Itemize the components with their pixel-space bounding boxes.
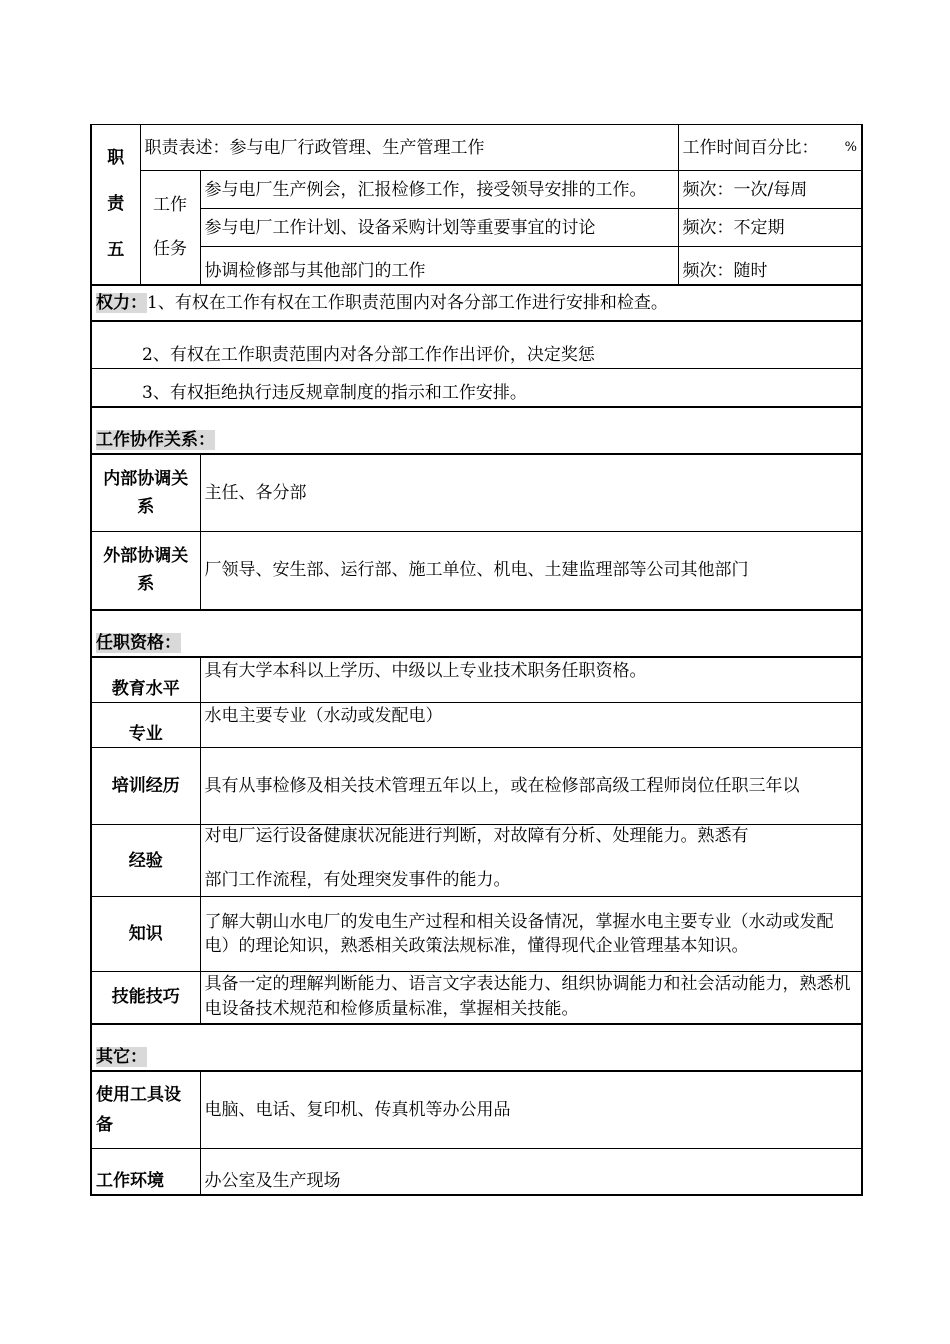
duty5-time-pct: 工作时间百分比： % [678, 125, 862, 171]
authority-item: 1、有权在工作有权在工作职责范围内对各分部工作进行安排和检查。 [147, 292, 668, 313]
relations-heading-cell [91, 407, 862, 454]
authority-heading: 权力： [96, 292, 147, 313]
external-relations-label: 外部协调关 系 [91, 532, 200, 610]
duty5-statement: 职责表述：参与电厂行政管理、生产管理工作 [140, 125, 678, 171]
major-value: 水电主要专业（水动或发配电） [200, 703, 862, 748]
tools-label: 使用工具设 备 [91, 1071, 200, 1149]
skills-value: 具备一定的理解判断能力、语言文字表达能力、组织协调能力和社会活动能力，熟悉机电设备技术规范和检修质量标准，掌握相关技能。 [200, 972, 862, 1024]
duty5-label: 职 责 五 [91, 125, 140, 285]
education-value: 具有大学本科以上学历、中级以上专业技术职务任职资格。 [200, 657, 862, 703]
authority-item: 3、有权拒绝执行违反规章制度的指示和工作安排。 [91, 369, 862, 407]
internal-relations-value: 主任、各分部 [200, 454, 862, 532]
education-label: 教育水平 [91, 657, 200, 703]
environment-label: 工作环境 [91, 1149, 200, 1195]
experience-label: 经验 [91, 825, 200, 897]
training-value: 具有从事检修及相关技术管理五年以上，或在检修部高级工程师岗位任职三年以 [200, 748, 862, 825]
qualifications-heading-cell [91, 610, 862, 657]
relations-heading: 工作协作关系： [96, 429, 215, 450]
job-description-table [90, 124, 863, 1196]
task-item: 参与电厂工作计划、设备采购计划等重要事宜的讨论 [200, 209, 678, 247]
experience-value: 对电厂运行设备健康状况能进行判断，对故障有分析、处理能力。熟悉有 部门工作流程，有处理突发事件的能力。 [200, 825, 862, 897]
authority-item: 2、有权在工作职责范围内对各分部工作作出评价，决定奖惩 [91, 321, 862, 369]
tools-value: 电脑、电话、复印机、传真机等办公用品 [200, 1071, 862, 1149]
task-frequency: 频次：随时 [678, 247, 862, 285]
external-relations-value: 厂领导、安生部、运行部、施工单位、机电、土建监理部等公司其他部门 [200, 532, 862, 610]
task-item: 参与电厂生产例会，汇报检修工作，接受领导安排的工作。 [200, 171, 678, 209]
major-label: 专业 [91, 703, 200, 748]
knowledge-label: 知识 [91, 897, 200, 972]
environment-value: 办公室及生产现场 [200, 1149, 862, 1195]
task-frequency: 频次：一次/每周 [678, 171, 862, 209]
skills-label: 技能技巧 [91, 972, 200, 1024]
knowledge-value: 了解大朝山水电厂的发电生产过程和相关设备情况，掌握水电主要专业（水动或发配电）的理论知识，熟悉相关政策法规标准，懂得现代企业管理基本知识。 [200, 897, 862, 972]
job-description-sheet [90, 124, 861, 1196]
internal-relations-label: 内部协调关 系 [91, 454, 200, 532]
other-heading-cell [91, 1024, 862, 1071]
task-item: 协调检修部与其他部门的工作 [200, 247, 678, 285]
task-frequency: 频次：不定期 [678, 209, 862, 247]
task-label: 工作 任务 [140, 171, 200, 285]
qualifications-heading: 任职资格： [96, 632, 181, 653]
other-heading: 其它： [96, 1046, 147, 1067]
training-label: 培训经历 [91, 748, 200, 825]
authority-row-1 [91, 285, 862, 321]
